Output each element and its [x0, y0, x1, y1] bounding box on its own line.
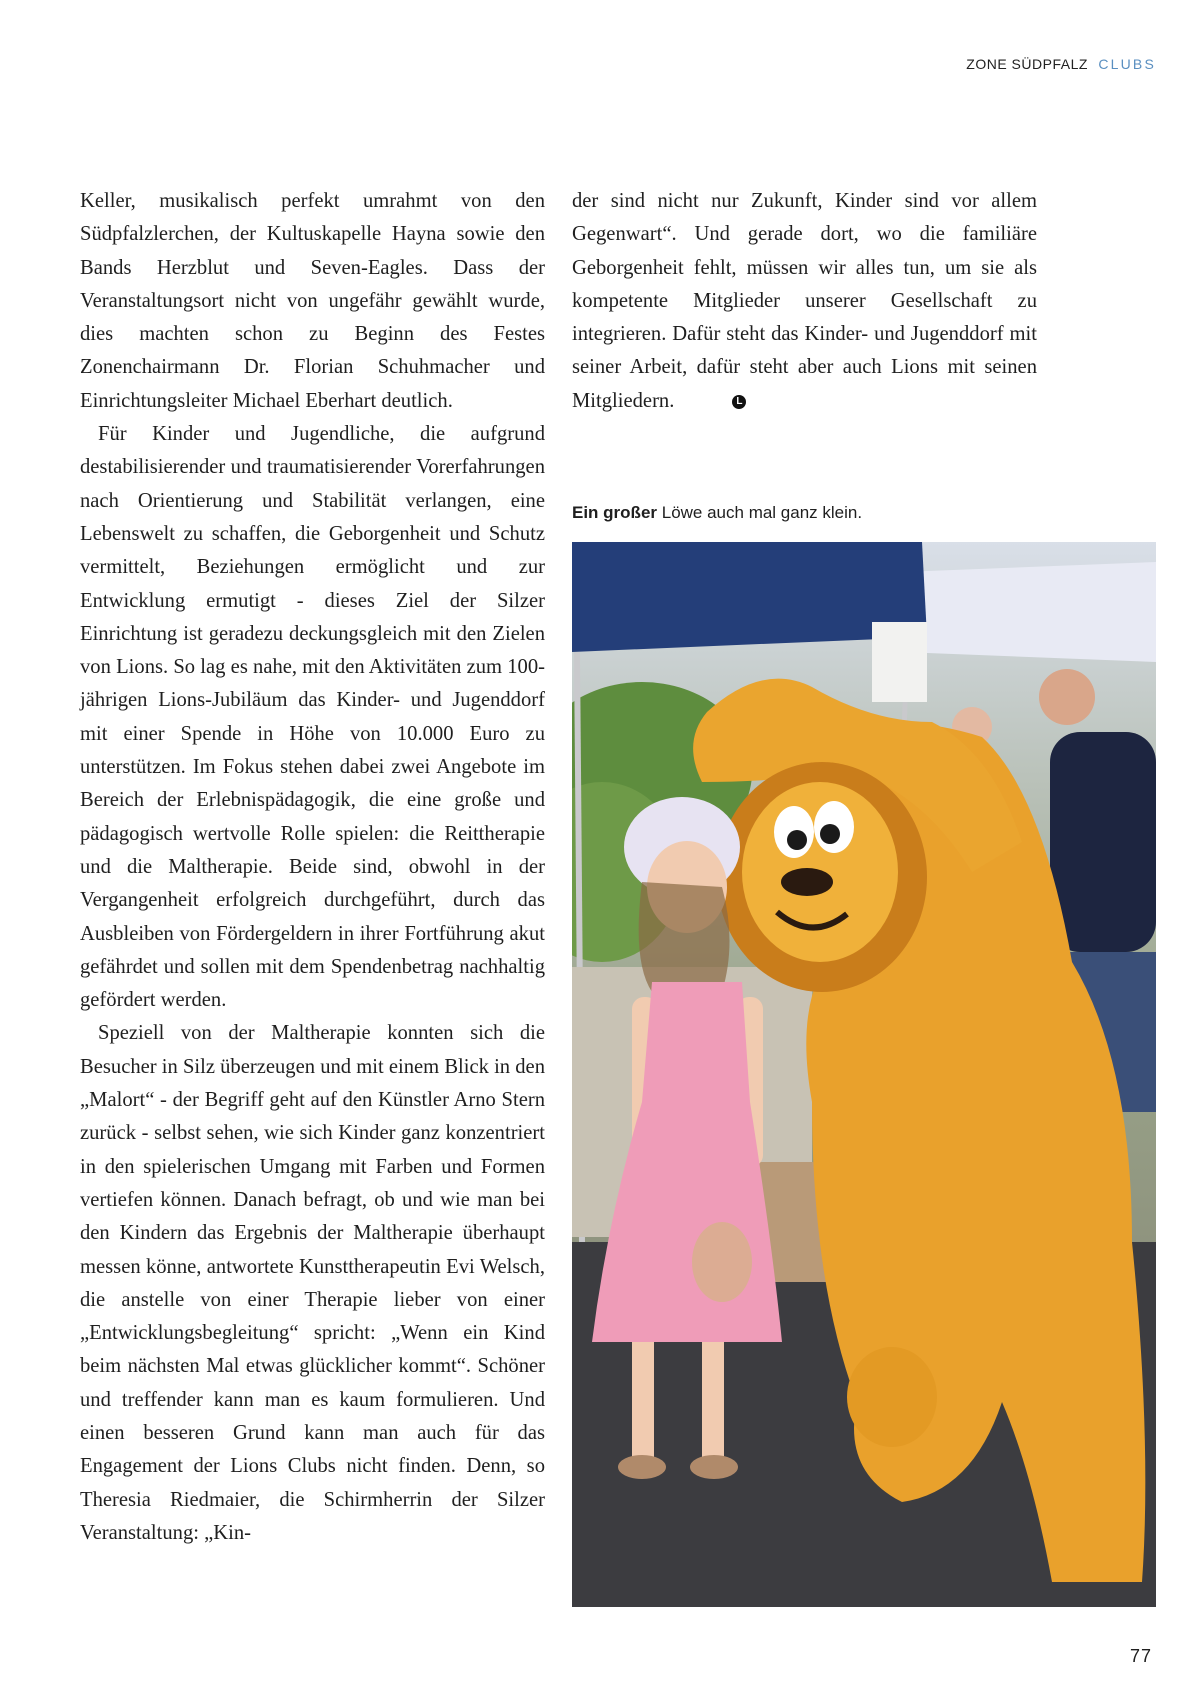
lions-end-mark-icon: L	[732, 395, 746, 409]
photo-illustration	[572, 542, 1156, 1607]
caption-bold: Ein großer	[572, 503, 658, 522]
sign-board	[872, 622, 927, 702]
article-paragraph: Keller, musikalisch perfekt umrahmt von den Südpfalzlerchen, der Kultuskapelle Hayna sowie den Bands Herzblut und Seven-Eagles. Dass der Veranstaltungsort nicht von ungefähr gewählt wurde, dies machten schon zu Beginn des Festes Zonenchairmann Dr. Florian Schuhmacher und Einrichtungsleiter Michael Eberhart deutlich.	[80, 190, 545, 412]
white-tent	[902, 562, 1156, 662]
caption-text: Löwe auch mal ganz klein.	[657, 503, 863, 522]
photo-caption	[572, 503, 862, 523]
article-paragraph: Speziell von der Maltherapie konnten sich die Besucher in Silz überzeugen und mit einem Blick in den „Malort“ - der Begriff geht auf den Künstler Arno Stern zurück - selbst sehen, wie sich Kinder ganz konzentriert in den spielerischen Umgang mit Farben und Formen vertiefen können. Danach befragt, ob und wie man bei den Kindern das Ergebnis der Maltherapie überhaupt messen könne, antwortete Kunsttherapeutin Evi Welsch, die anstelle von einer Therapie lieber von einer „Entwicklungsbegleitung“ spricht: „Wenn ein Kind beim nächsten Mal etwas glücklicher kommt“. Schöner und treffender kann man es kaum formulieren. Und einen besseren Grund kann man auch für das Engagement der Lions Clubs nicht finden. Denn, so Theresia Riedmaier, die Schirmherrin der Silzer Veranstaltung: „Kin-	[80, 1022, 545, 1544]
running-head-section: CLUBS	[1098, 56, 1156, 72]
lion-nose	[781, 868, 833, 896]
girl-sandal	[618, 1455, 666, 1479]
man-background	[1050, 732, 1156, 952]
girl-hair	[639, 882, 730, 992]
article-paragraph-end	[572, 185, 1037, 418]
article-paragraph: Für Kinder und Jugendliche, die aufgrund destabilisierender und traumatisierender Vorerfahrungen nach Orientierung und Stabilität verlangen, eine Lebenswelt zu schaffen, die Geborgenheit und Schutz vermittelt, Beziehungen ermöglicht und zur Entwicklung ermutigt - dieses Ziel der Silzer Einrichtung ist geradezu deckungsgleich mit den Zielen von Lions. So lag es nahe, mit den Aktivitäten zum 100-jährigen Lions-Jubiläum das Kinder- und Jugenddorf mit einer Spende in Höhe von 10.000 Euro zu unterstützen. Im Fokus stehen dabei zwei Angebote im Bereich der Erlebnispädagogik, die eine große und pädagogisch wertvolle Rolle spielen: die Reittherapie und die Maltherapie. Beide sind, obwohl in der Vergangenheit erfolgreich durchgeführt, durch das Ausbleiben von Fördergeldern in ihrer Fortführung akut gefährdet und sollen mit dem Spendenbetrag nachhaltig gefördert werden.	[80, 423, 545, 1012]
girl-leg	[632, 1342, 654, 1462]
article-column-right	[572, 185, 1037, 418]
girl-sandal	[690, 1455, 738, 1479]
article-column-left	[80, 185, 545, 1550]
lion-mascot-and-girl-photo	[572, 542, 1156, 1607]
lion-paw	[847, 1347, 937, 1447]
girl-leg	[702, 1342, 724, 1462]
running-head-zone: ZONE SÜDPFALZ	[966, 56, 1088, 72]
running-head	[966, 56, 1156, 72]
page-number: 77	[1129, 1646, 1152, 1666]
article-paragraph-text: der sind nicht nur Zukunft, Kinder sind vor allem Gegenwart“. Und gerade dort, wo die familiäre Geborgenheit fehlt, müssen wir alles tun, um sie als kompetente Mitglieder unserer Gesellschaft zu integrieren. Dafür steht das Kinder- und Jugenddorf mit seiner Arbeit, dafür steht aber auch Lions mit seinen Mitgliedern.	[572, 190, 1037, 412]
